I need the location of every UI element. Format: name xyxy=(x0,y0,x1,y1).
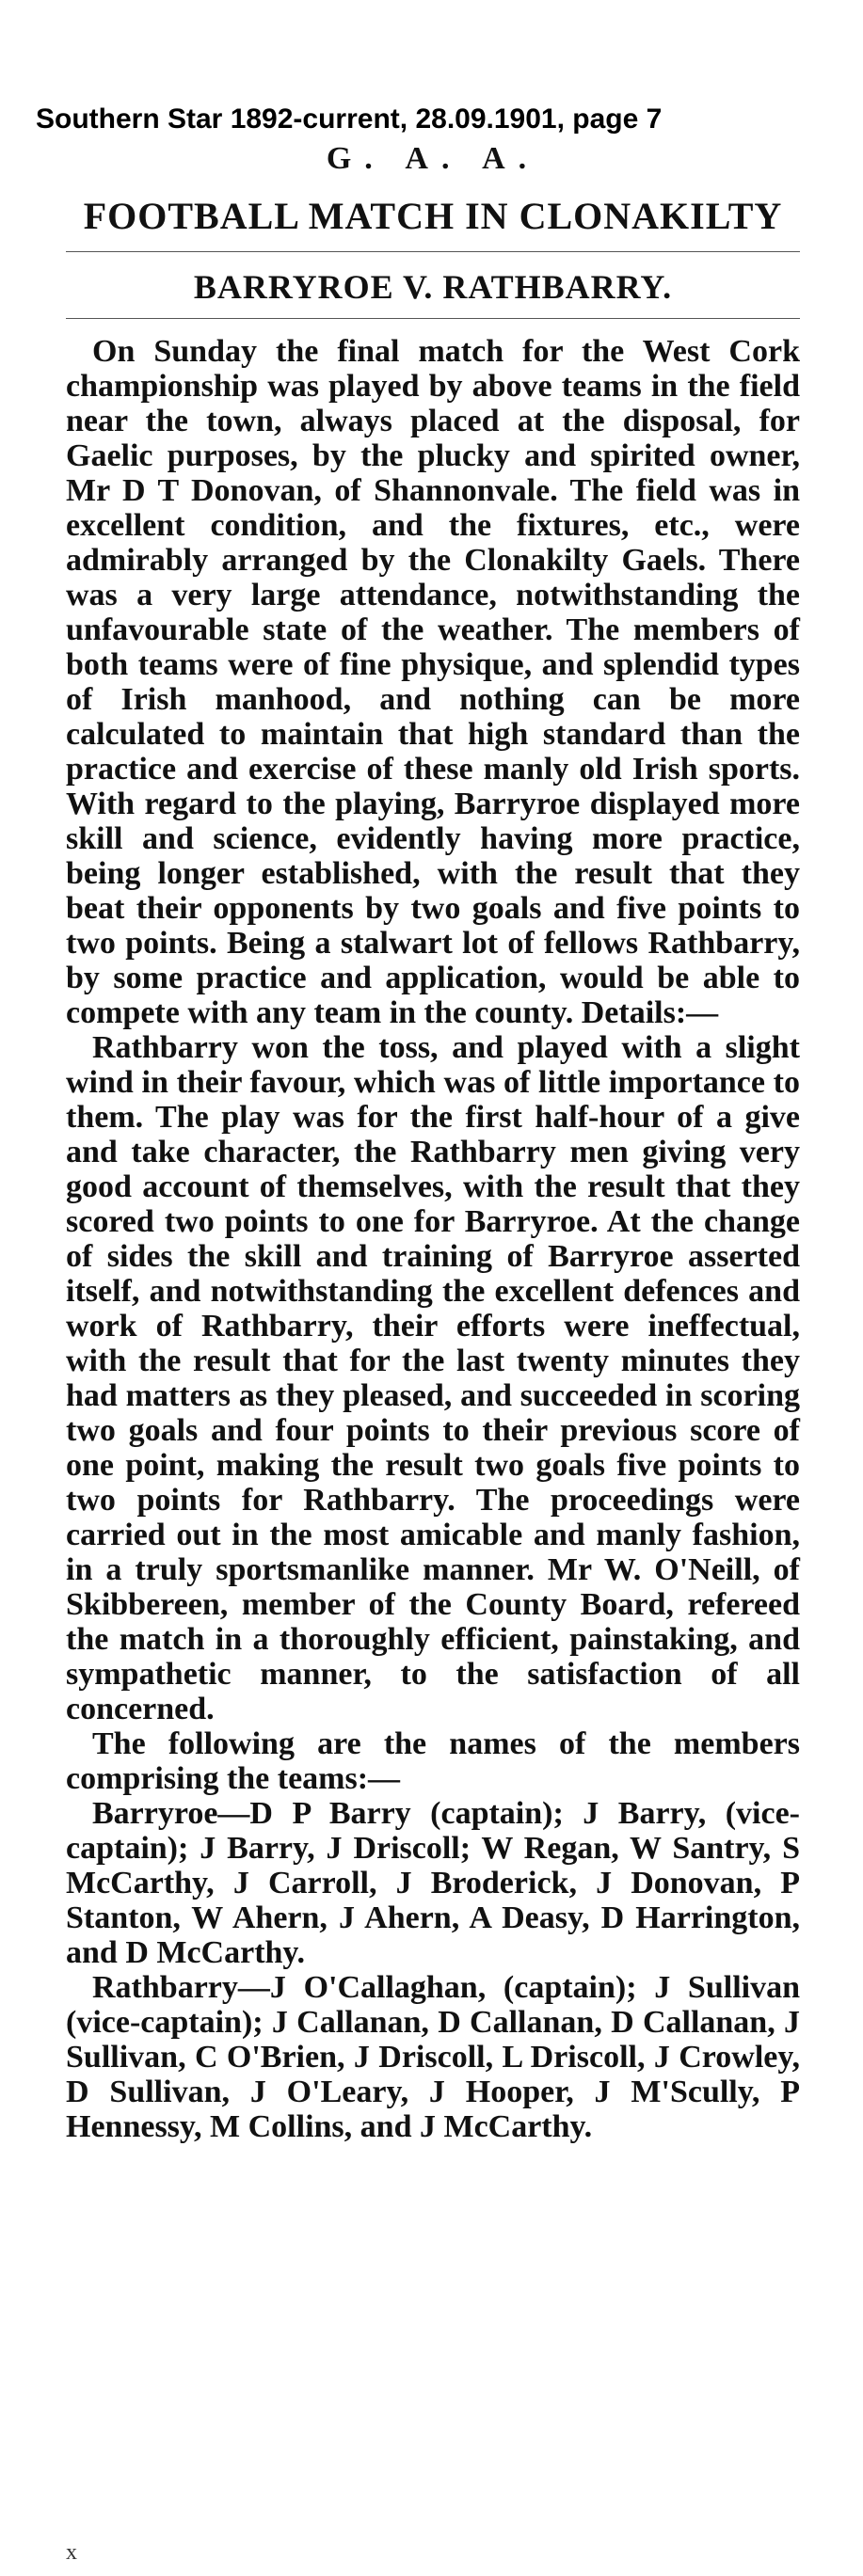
article-headline: FOOTBALL MATCH IN CLONAKILTY xyxy=(83,195,783,237)
article-paragraph: On Sunday the final match for the West Cork championship was played by above teams in the field near the town, always placed at the disposal, for Gaelic purposes, by the plucky and spirited owner, Mr D T Donovan, of Shannonvale. The field was in excellent condition, and the fixtures, etc., were admirably arranged by the Clonakilty Gaels. There was a very large attendance, notwithstanding the unfavourable state of the weather. The members of both teams were of fine physique, and splendid types of Irish manhood, and nothing can be more calculated to maintain that high standard than the practice and exercise of these manly old Irish sports. With regard to the playing, Barryroe displayed more skill and science, evidently having more practice, being longer established, with the result that they beat their opponents by two goals and five points to two points. Being a stalwart lot of fellows Rathbarry, by some practice and application, would be able to compete with any team in the county. Details:— xyxy=(66,334,800,1030)
article-paragraph: Rathbarry won the toss, and played with a slight wind in their favour, which was of little importance to them. The play was for the first half-hour of a give and take character, the Rathbarry men giving very good account of themselves, with the result that they scored two points to one for Barryroe. At the change of sides the skill and training of Barryroe asserted itself, and notwithstanding the excellent defences and work of Rathbarry, their efforts were ineffectual, with the result that for the last twenty minutes they had matters as they pleased, and succeeded in scoring two goals and four points to their previous score of one point, making the result two goals five points to two points for Rathbarry. The proceedings were carried out in the most amicable and manly fashion, in a truly sportsmanlike manner. Mr W. O'Neill, of Skibbereen, member of the County Board, refereed the match in a thoroughly efficient, painstaking, and sympathetic manner, to the satisfaction of all concerned. xyxy=(66,1030,800,1726)
article-paragraph: The following are the names of the members comprising the teams:— xyxy=(66,1726,800,1796)
newspaper-clipping xyxy=(66,141,800,2144)
margin-mark: x xyxy=(66,2540,77,2565)
article-subheadline: BARRYROE V. RATHBARRY. xyxy=(193,268,673,306)
source-caption: Southern Star 1892-current, 28.09.1901, page 7 xyxy=(36,103,663,135)
team-list-barryroe: Barryroe—D P Barry (captain); J Barry, (vice-captain); J Barry, J Driscoll; W Regan, W Santry, S McCarthy, J Carroll, J Broderick, J Donovan, P Stanton, W Ahern, J Ahern, A Deasy, D Harrington, and D McCarthy. xyxy=(66,1796,800,1970)
divider xyxy=(66,251,800,252)
section-heading: G. A. A. xyxy=(326,141,540,176)
team-list-rathbarry: Rathbarry—J O'Callaghan, (captain); J Sullivan (vice-captain); J Callanan, D Callanan, D Callanan, J Sullivan, C O'Brien, J Driscoll, L Driscoll, J Crowley, D Sullivan, J O'Leary, J Hooper, J M'Scully, P Hennessy, M Collins, and J McCarthy. xyxy=(66,1970,800,2144)
divider xyxy=(66,318,800,319)
